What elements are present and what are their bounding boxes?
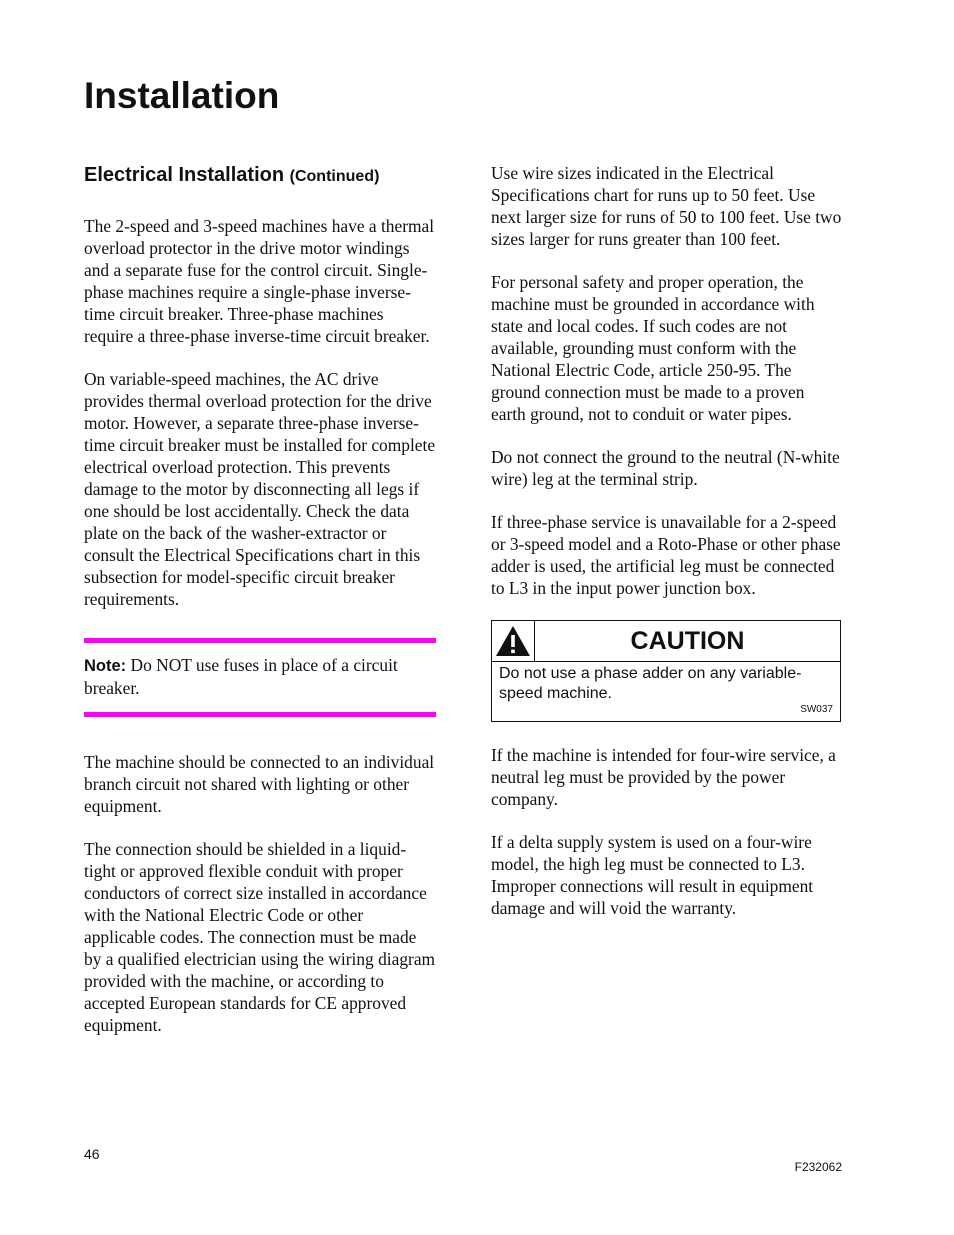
caution-text: Do not use a phase adder on any variable-speed machine. [499,665,802,702]
note-label: Note: [84,657,127,675]
paragraph-conduit: The connection should be shielded in a liquid-tight or approved flexible conduit with proper conductors of correct size installed in accordance with the National Electric Code or other applicable codes. The connection must be made by a qualified electrician using the wiring diagram provided with the machine, or according to accepted European standards for CE approved equipment. [84,839,436,1035]
note-paragraph [84,654,436,699]
note-box [84,638,436,717]
paragraph-branch-circuit: The machine should be connected to an individual branch circuit not shared with lighting or other equipment. [84,752,435,816]
page-number: 46 [84,1146,100,1162]
paragraph-variable-speed: On variable-speed machines, the AC drive provides thermal overload protection for the drive motor. However, a separate three-phase inverse-time circuit breaker must be installed for complete electrical overload protection. This prevents damage to the motor by disconnecting all legs if one should be lost accidentally. Check the data plate on the back of the washer-extractor or consult the Electrical Specifications chart in this subsection for model-specific circuit breaker requirements. [84,369,436,609]
page-title: Installation [84,75,280,116]
section-heading-text: Electrical Installation [84,164,285,186]
right-column [491,162,843,940]
paragraph-wire-sizes: Use wire sizes indicated in the Electrical Specifications chart for runs up to 50 feet. Use next larger size for runs of 50 to 100 feet. Use two sizes larger for runs greater than 100 feet. [491,163,842,249]
warning-triangle-icon [495,625,531,657]
caution-icon-cell [492,621,535,661]
paragraph-delta-supply: If a delta supply system is used on a four-wire model, the high leg must be connected to L3. Improper connections will result in equipment damage and will void the warranty. [491,832,814,918]
caution-body [492,662,840,721]
paragraph-grounding: For personal safety and proper operation, the machine must be grounded in accordance with state and local codes. If such codes are not available, grounding must conform with the National Electric Code, article 250-95. The ground connection must be made to a proven earth ground, not to conduit or water pipes. [491,272,815,424]
section-heading-continued: (Continued) [289,168,380,185]
caution-title: CAUTION [630,627,745,655]
left-column [84,160,436,1057]
document-code: F232062 [794,1160,842,1174]
note-text: Do NOT use fuses in place of a circuit breaker. [84,655,398,698]
paragraph-four-wire: If the machine is intended for four-wire service, a neutral leg must be provided by the power company. [491,745,836,809]
paragraph-thermal-overload: The 2-speed and 3-speed machines have a thermal overload protector in the drive motor windings and a separate fuse for the control circuit. Single-phase machines require a single-phase inverse-time circuit breaker. Three-phase machines require a three-phase inverse-time circuit breaker. [84,216,435,346]
caution-box [491,620,841,722]
paragraph-neutral-leg: Do not connect the ground to the neutral (N-white wire) leg at the terminal strip. [491,447,840,489]
section-heading [84,160,436,190]
paragraph-phase-adder: If three-phase service is unavailable for a 2-speed or 3-speed model and a Roto-Phase or other phase adder is used, the artificial leg must be connected to L3 in the input power junction box. [491,512,841,598]
caution-code: SW037 [800,704,833,715]
caution-header [492,621,840,662]
